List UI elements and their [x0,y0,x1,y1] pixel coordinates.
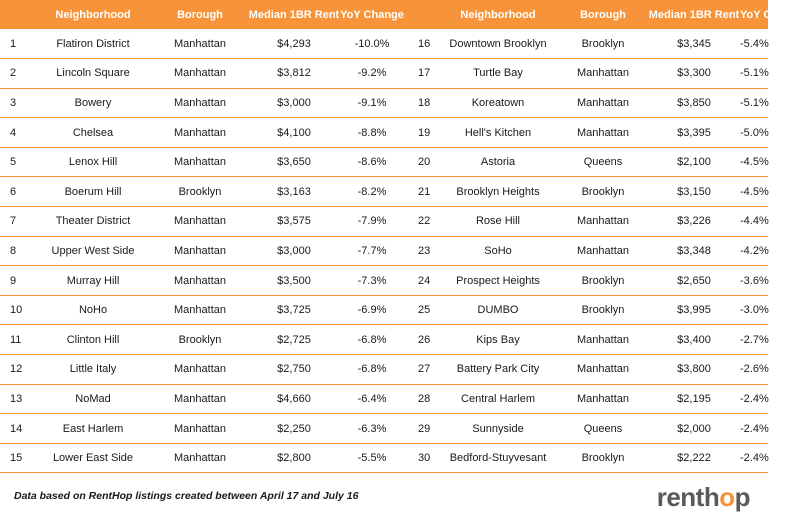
header-neighborhood-left: Neighborhood [55,8,131,21]
cell-rank: 8 [0,236,34,266]
cell-rent: $2,725 [248,325,340,355]
cell-borough: Queens [558,414,648,444]
table-row [0,88,768,118]
cell-neighborhood: Lower East Side [34,443,152,473]
table-row [0,59,768,89]
cell-borough: Manhattan [152,236,248,266]
table-row [0,147,768,177]
cell-rank: 5 [0,147,34,177]
cell-rent: $3,163 [248,177,340,207]
cell-rent: $2,195 [648,384,740,414]
cell-neighborhood: SoHo [438,236,558,266]
cell-borough: Manhattan [558,355,648,385]
cell-change: -7.7% [340,236,404,266]
cell-rank: 1 [0,29,34,59]
cell-rank: 28 [404,384,438,414]
cell-borough: Manhattan [152,266,248,296]
cell-change: -2.4% [740,414,768,444]
cell-rent: $2,650 [648,266,740,296]
cell-change: -6.8% [340,325,404,355]
cell-rent: $3,500 [248,266,340,296]
cell-neighborhood: Kips Bay [438,325,558,355]
cell-neighborhood: Battery Park City [438,355,558,385]
cell-change: -2.4% [740,443,768,473]
cell-neighborhood: Upper West Side [34,236,152,266]
cell-change: -5.1% [740,59,768,89]
cell-neighborhood: Bowery [34,88,152,118]
cell-neighborhood: Murray Hill [34,266,152,296]
logo-text-prefix: renth [656,482,720,512]
cell-neighborhood: NoMad [34,384,152,414]
cell-change: -8.6% [340,147,404,177]
cell-rank: 2 [0,59,34,89]
cell-borough: Manhattan [152,29,248,59]
cell-borough: Brooklyn [558,177,648,207]
cell-change: -7.9% [340,207,404,237]
logo-text-o: o [719,482,735,512]
cell-borough: Manhattan [558,325,648,355]
cell-change: -5.1% [740,88,768,118]
cell-change: -8.2% [340,177,404,207]
renthop-logo [657,482,750,513]
cell-rent: $4,100 [248,118,340,148]
cell-rank: 10 [0,295,34,325]
cell-change: -3.0% [740,295,768,325]
cell-borough: Manhattan [558,88,648,118]
cell-neighborhood: Bedford-Stuyvesant [438,443,558,473]
cell-neighborhood: Downtown Brooklyn [438,29,558,59]
cell-neighborhood: Central Harlem [438,384,558,414]
cell-rank: 9 [0,266,34,296]
cell-borough: Manhattan [558,236,648,266]
cell-borough: Brooklyn [558,29,648,59]
cell-neighborhood: Chelsea [34,118,152,148]
cell-neighborhood: East Harlem [34,414,152,444]
cell-neighborhood: Clinton Hill [34,325,152,355]
cell-rank: 4 [0,118,34,148]
cell-rank: 24 [404,266,438,296]
cell-rank: 7 [0,207,34,237]
cell-rent: $3,575 [248,207,340,237]
cell-change: -2.4% [740,384,768,414]
table-row [0,207,768,237]
table-row [0,325,768,355]
table-row [0,236,768,266]
cell-rent: $3,812 [248,59,340,89]
header-rent-left: Median 1BR Rent [248,8,340,21]
cell-rank: 17 [404,59,438,89]
cell-borough: Brooklyn [152,177,248,207]
cell-rent: $3,400 [648,325,740,355]
cell-rent: $4,293 [248,29,340,59]
cell-change: -4.2% [740,236,768,266]
cell-neighborhood: Hell's Kitchen [438,118,558,148]
header-neighborhood-right: Neighborhood [460,8,536,21]
cell-borough: Brooklyn [558,443,648,473]
cell-rank: 29 [404,414,438,444]
cell-rank: 6 [0,177,34,207]
cell-borough: Manhattan [152,443,248,473]
cell-rent: $3,300 [648,59,740,89]
table-row [0,177,768,207]
table-header [0,0,804,29]
cell-rent: $3,995 [648,295,740,325]
logo-text-suffix: p [734,482,750,512]
cell-rent: $3,395 [648,118,740,148]
cell-rent: $2,250 [248,414,340,444]
cell-rank: 27 [404,355,438,385]
header-rank-right [404,0,438,29]
cell-change: -4.5% [740,147,768,177]
cell-change: -5.0% [740,118,768,148]
cell-borough: Queens [558,147,648,177]
cell-rent: $2,100 [648,147,740,177]
header-change-right: YoY Change [740,8,804,21]
cell-change: -7.3% [340,266,404,296]
cell-change: -4.5% [740,177,768,207]
cell-change: -5.5% [340,443,404,473]
cell-change: -9.1% [340,88,404,118]
cell-neighborhood: Turtle Bay [438,59,558,89]
table-row [0,355,768,385]
cell-rent: $3,725 [248,295,340,325]
cell-change: -3.6% [740,266,768,296]
cell-change: -2.7% [740,325,768,355]
cell-borough: Manhattan [558,384,648,414]
cell-borough: Manhattan [152,118,248,148]
cell-neighborhood: Flatiron District [34,29,152,59]
data-source-note: Data based on RentHop listings created between April 17 and July 16 [14,490,359,502]
cell-neighborhood: Lincoln Square [34,59,152,89]
cell-borough: Manhattan [152,295,248,325]
cell-rent: $3,800 [648,355,740,385]
cell-rent: $3,348 [648,236,740,266]
cell-borough: Brooklyn [558,266,648,296]
cell-neighborhood: Lenox Hill [34,147,152,177]
cell-rent: $3,150 [648,177,740,207]
cell-rent: $3,226 [648,207,740,237]
cell-change: -10.0% [340,29,404,59]
table-row [0,443,768,473]
cell-rank: 3 [0,88,34,118]
cell-borough: Manhattan [152,384,248,414]
cell-rent: $3,000 [248,88,340,118]
header-rank-left [0,0,34,29]
header-borough-right: Borough [580,8,626,21]
cell-borough: Manhattan [152,355,248,385]
cell-change: -6.4% [340,384,404,414]
cell-rent: $2,000 [648,414,740,444]
header-change-left: YoY Change [340,8,404,21]
cell-rank: 12 [0,355,34,385]
cell-rank: 30 [404,443,438,473]
cell-borough: Brooklyn [152,325,248,355]
cell-rank: 20 [404,147,438,177]
cell-neighborhood: Brooklyn Heights [438,177,558,207]
cell-change: -5.4% [740,29,768,59]
cell-neighborhood: NoHo [34,295,152,325]
table-row [0,384,768,414]
cell-borough: Brooklyn [558,295,648,325]
cell-rent: $2,750 [248,355,340,385]
cell-rent: $2,222 [648,443,740,473]
cell-borough: Manhattan [558,207,648,237]
cell-rank: 25 [404,295,438,325]
cell-neighborhood: Astoria [438,147,558,177]
cell-rent: $3,650 [248,147,340,177]
cell-change: -6.3% [340,414,404,444]
cell-neighborhood: Little Italy [34,355,152,385]
cell-neighborhood: DUMBO [438,295,558,325]
cell-borough: Manhattan [152,414,248,444]
cell-rent: $3,850 [648,88,740,118]
cell-rank: 22 [404,207,438,237]
cell-rent: $3,000 [248,236,340,266]
cell-neighborhood: Boerum Hill [34,177,152,207]
cell-borough: Manhattan [152,88,248,118]
cell-rent: $4,660 [248,384,340,414]
cell-change: -6.8% [340,355,404,385]
cell-neighborhood: Koreatown [438,88,558,118]
cell-rank: 18 [404,88,438,118]
cell-borough: Manhattan [558,59,648,89]
cell-borough: Manhattan [152,207,248,237]
table-body [0,29,768,473]
table-row [0,118,768,148]
table-row [0,414,768,444]
header-borough-left: Borough [177,8,223,21]
cell-rank: 14 [0,414,34,444]
cell-borough: Manhattan [152,147,248,177]
header-rent-right: Median 1BR Rent [648,8,740,21]
cell-rent: $3,345 [648,29,740,59]
cell-rank: 23 [404,236,438,266]
cell-rank: 19 [404,118,438,148]
cell-rank: 16 [404,29,438,59]
cell-borough: Manhattan [558,118,648,148]
cell-rank: 13 [0,384,34,414]
cell-change: -9.2% [340,59,404,89]
table-row [0,29,768,59]
cell-neighborhood: Rose Hill [438,207,558,237]
cell-change: -2.6% [740,355,768,385]
cell-change: -4.4% [740,207,768,237]
cell-borough: Manhattan [152,59,248,89]
cell-rank: 11 [0,325,34,355]
cell-rent: $2,800 [248,443,340,473]
cell-rank: 21 [404,177,438,207]
table-row [0,295,768,325]
cell-rank: 26 [404,325,438,355]
cell-neighborhood: Prospect Heights [438,266,558,296]
cell-change: -8.8% [340,118,404,148]
table-row [0,266,768,296]
cell-neighborhood: Theater District [34,207,152,237]
cell-change: -6.9% [340,295,404,325]
cell-rank: 15 [0,443,34,473]
cell-neighborhood: Sunnyside [438,414,558,444]
